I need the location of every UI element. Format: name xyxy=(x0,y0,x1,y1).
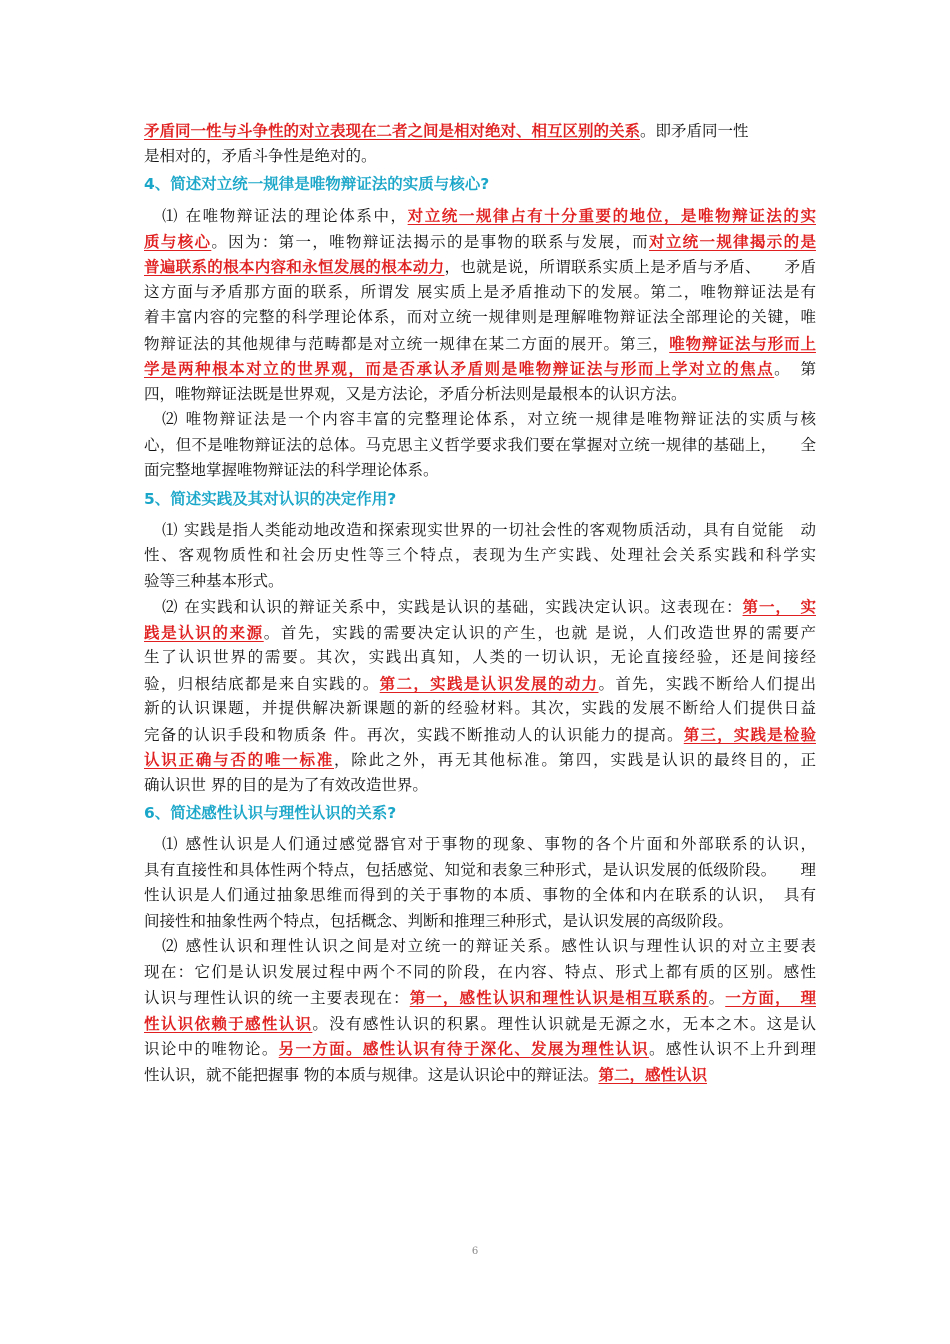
text-line xyxy=(144,722,816,748)
body-text: 四，唯物辩证法既是世界观，又是方法论，矛盾分析法则是最根本的认识方法。 xyxy=(144,384,687,403)
body-text: 着丰富内容的完整的科学理论体系，而对立统一规律则是理解唯物辩证法全部理论的关键，唯 xyxy=(144,308,816,326)
body-text: 物辩证法的其他规律与范畴都是对立统一规律在某二方面的展开。第三， xyxy=(144,334,670,353)
text-line xyxy=(144,433,816,459)
body-text: ，除此之外，再无其他标准。第四，实践是认识的最终目的，正 xyxy=(334,751,816,769)
body-text: 间接性和抽象性两个特点，包括概念、判断和推理三种形式，是认识发展的高级阶段。 xyxy=(144,911,734,930)
body-text: ⑴ 感性认识是人们通过感觉器官对于事物的现象、事物的各个片面和外部联系的认识， xyxy=(162,835,816,853)
highlighted-text: 第二，感性认识 xyxy=(598,1064,707,1084)
highlighted-text: 第一，感性认识和理性认识是相互联系的 xyxy=(409,988,709,1007)
highlighted-text: 矛盾同一性与斗争性的对立表现在二者之间是相对绝对、相互区别的关系 xyxy=(144,121,641,140)
text-line xyxy=(144,356,816,382)
text-line xyxy=(144,832,816,858)
text-line xyxy=(144,229,816,255)
body-text: 。 第 xyxy=(774,360,816,378)
text-line xyxy=(144,543,816,569)
body-text: 。感性认识不上升到理 xyxy=(648,1040,816,1058)
text-line xyxy=(144,458,816,484)
text-line xyxy=(144,696,816,722)
highlighted-text: 质与核心 xyxy=(144,231,212,251)
highlighted-text: 唯物辩证法与形而上 xyxy=(669,333,816,353)
text-line xyxy=(144,594,816,620)
body-text: 认识与理性认识的统一主要表现在： xyxy=(144,989,410,1007)
text-line xyxy=(144,280,816,306)
body-text: 验，归根结底都是来自实践的。 xyxy=(144,674,380,693)
text-line xyxy=(144,518,816,544)
body-text: 面完整地掌握唯物辩证法的科学理论体系。 xyxy=(144,461,439,479)
document-page xyxy=(144,118,816,1087)
text-line xyxy=(144,773,816,799)
question-heading: 4、简述对立统一规律是唯物辩证法的实质与核心? xyxy=(144,175,490,193)
text-line xyxy=(144,144,816,170)
body-text: 性、客观物质性和社会历史性等三个特点，表现为生产实践、处理社会关系实践和科学实 xyxy=(144,546,816,564)
text-line xyxy=(144,934,816,960)
text-line xyxy=(144,569,816,595)
body-text: 。首先，实践的需要决定认识的产生，也就 是说，人们改造世界的需要产 xyxy=(263,623,816,642)
highlighted-text: 第二，实践是认识发展的动力 xyxy=(379,673,599,693)
body-text: 验等三种基本形式。 xyxy=(144,571,284,590)
text-line xyxy=(144,985,816,1011)
body-text: 心，但不是唯物辩证法的总体。马克思主义哲学要求我们要在掌握对立统一规律的基础上， 全 xyxy=(144,435,816,454)
text-line xyxy=(144,858,816,884)
body-text: 生了认识世界的需要。其次，实践出真知，人类的一切认识，无论直接经验，还是间接经 xyxy=(144,648,816,666)
highlighted-text: 普遍联系的根本内容和永恒发展的根本动力 xyxy=(144,257,445,276)
text-line xyxy=(144,407,816,433)
text-line xyxy=(144,671,816,697)
highlighted-text: 性认识依赖于感性认识 xyxy=(144,1013,313,1033)
body-text: ⑴ 在唯物辩证法的理论体系中， xyxy=(162,207,408,225)
text-line xyxy=(144,382,816,408)
body-text: 性认识，就不能把握事 物的本质与规律。这是认识论中的辩证法。 xyxy=(144,1065,599,1084)
document-body xyxy=(144,118,816,1087)
highlighted-text: 第三，实践是检验 xyxy=(683,724,816,744)
body-text: 是相对的，矛盾斗争性是绝对的。 xyxy=(144,146,377,165)
body-text: 完备的认识手段和物质条 件。再次，实践不断推动人的认识能力的提高。 xyxy=(144,725,684,744)
text-line xyxy=(144,909,816,935)
page-number: 6 xyxy=(471,1246,479,1257)
body-text: 现在：它们是认识发展过程中两个不同的阶段，在内容、特点、形式上都有质的区别。感性 xyxy=(144,962,816,981)
highlighted-text: 践是认识的来源 xyxy=(144,622,264,642)
body-text: 确认识世 界的目的是为了有效改造世界。 xyxy=(144,775,428,794)
text-line xyxy=(144,331,816,357)
text-line xyxy=(144,645,816,671)
highlighted-text: 另一方面。感性认识有待于深化、发展为理性认识 xyxy=(278,1039,649,1058)
body-text: 这方面与矛盾那方面的联系，所谓发 展实质上是矛盾推动下的发展。第二，唯物辩证法是有 xyxy=(144,282,816,301)
text-line xyxy=(144,883,816,909)
highlighted-text: 对立统一规律揭示的是 xyxy=(648,231,816,251)
highlighted-text: 学是两种根本对立的世界观，而是否承认矛盾则是唯物辩证法与形而上学对立的焦点 xyxy=(144,359,775,378)
text-line xyxy=(144,1062,816,1088)
text-line xyxy=(144,1011,816,1037)
body-text: ，也就是说，所谓联系实质上是矛盾与矛盾、 矛盾 xyxy=(444,258,816,276)
body-text: 。没有感性认识的积累。理性认识就是无源之水，无本之木。这是认 xyxy=(312,1014,816,1033)
body-text: 新的认识课题，并提供解决新课题的新的经验材料。其次，实践的发展不断给人们提供日益 xyxy=(144,699,816,717)
body-text: ⑵ 感性认识和理性认识之间是对立统一的辩证关系。感性认识与理性认识的对立主要表 xyxy=(162,937,816,955)
body-text: ⑴ 实践是指人类能动地改造和探索现实世界的一切社会性的客观物质活动，具有自觉能 动 xyxy=(162,520,816,539)
question-heading: 5、简述实践及其对认识的决定作用? xyxy=(144,489,397,508)
text-line xyxy=(144,960,816,986)
question-heading: 6、简述感性认识与理性认识的关系? xyxy=(144,804,397,822)
body-text: 识论中的唯物论。 xyxy=(144,1040,279,1058)
body-text: ⑵ 在实践和认识的辩证关系中，实践是认识的基础，实践决定认识。这表现在： xyxy=(162,598,743,616)
body-text: 。即矛盾同一性 xyxy=(640,122,749,140)
text-line xyxy=(144,305,816,331)
body-text: 性认识是人们通过抽象思维而得到的关于事物的本质、事物的全体和内在联系的认识， 具有 xyxy=(144,886,816,904)
body-text: 。因为：第一，唯物辩证法揭示的是事物的联系与发展，而 xyxy=(211,232,649,251)
text-line xyxy=(144,1036,816,1062)
body-text: ⑵ 唯物辩证法是一个内容丰富的完整理论体系，对立统一规律是唯物辩证法的实质与核 xyxy=(162,410,816,428)
highlighted-text: 第一， 实 xyxy=(742,597,816,616)
text-line xyxy=(144,620,816,646)
text-line xyxy=(144,203,816,229)
body-text: 。 xyxy=(708,989,726,1007)
text-line xyxy=(144,747,816,773)
highlighted-text: 对立统一规律占有十分重要的地位，是唯物辩证法的实 xyxy=(407,206,816,225)
highlighted-text: 一方面， 理 xyxy=(725,988,816,1007)
body-text: 。首先，实践不断给人们提出 xyxy=(598,674,816,693)
highlighted-text: 认识正确与否的唯一标准 xyxy=(144,750,335,769)
text-line xyxy=(144,118,816,144)
text-line xyxy=(144,254,816,280)
body-text: 具有直接性和具体性两个特点，包括感觉、知觉和表象三种形式，是认识发展的低级阶段。 理 xyxy=(144,860,816,879)
